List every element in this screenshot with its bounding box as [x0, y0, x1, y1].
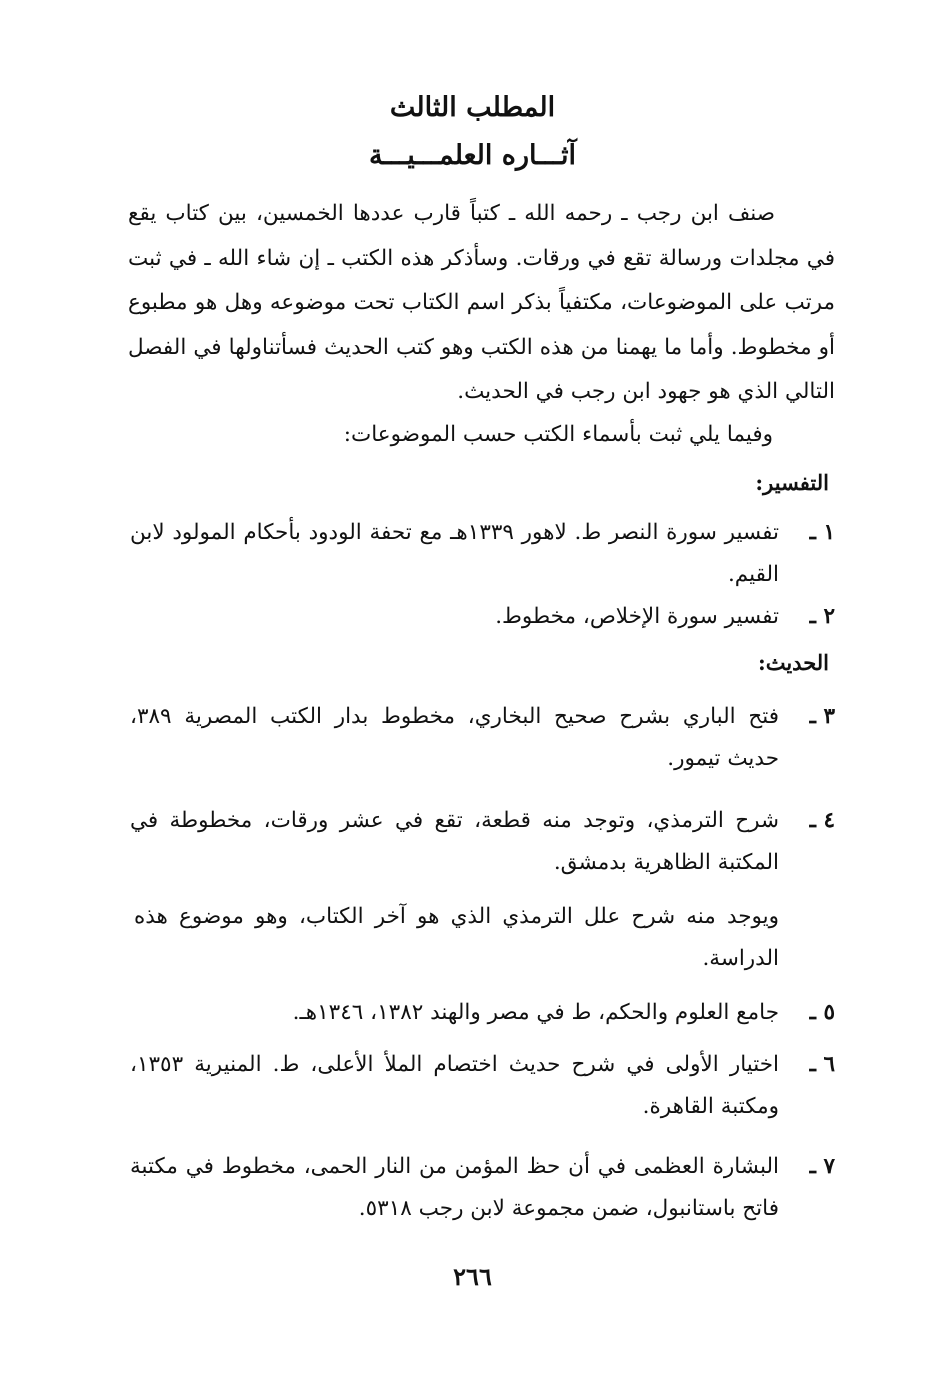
item-text: جامع العلوم والحكم، ط في مصر والهند ١٣٨٢، ١٣٤٦هـ. — [292, 1000, 779, 1025]
list-item — [130, 1044, 835, 1128]
section-subtitle: آثـــاره العلمـــيـــة — [369, 140, 576, 171]
item-text: البشارة العظمى في أن حظ المؤمن من النار الحمى، مخطوط في مكتبة فاتح باستانبول، ضمن مجموعة لابن رجب ٥٣١٨. — [130, 1154, 779, 1221]
section-label-tafsir: التفسير: — [755, 470, 829, 495]
intro-paragraph: صنف ابن رجب ـ رحمه الله ـ كتباً قارب عددها الخمسين، بين كتاب يقع في مجلدات ورسالة تقع في ورقات. وسأذكر هذه الكتب ـ إن شاء الله ـ في ثبت مرتب على الموضوعات، مكتفياً بذكر اسم الكتاب تحت موضوعه وهل هو مطبوع أو مخطوط. وأما ما يهمنا من هذه الكتب وهو كتب الحديث فسأتناولها في الفصل التالي الذي هو جهود ابن رجب في الحديث. — [128, 201, 835, 404]
item-number: ٤ ـ — [809, 808, 835, 833]
section-title: المطلب الثالث — [389, 92, 556, 123]
item-number: ٥ ـ — [809, 1000, 835, 1025]
item-text: فتح الباري بشرح صحيح البخاري، مخطوط بدار الكتب المصرية ٣٨٩، حديث تيمور. — [130, 704, 779, 771]
section-label-hadith: الحديث: — [757, 650, 829, 675]
list-item — [130, 800, 835, 884]
item-text: شرح الترمذي، وتوجد منه قطعة، تقع في عشر ورقات، مخطوطة في المكتبة الظاهرية بدمشق. — [130, 808, 779, 875]
intro-lead: وفيما يلي ثبت بأسماء الكتب حسب الموضوعات: — [343, 422, 773, 447]
item-number: ٧ ـ — [809, 1154, 835, 1179]
item-note: ويوجد منه شرح علل الترمذي الذي هو آخر الكتاب، وهو موضوع هذه الدراسة. — [134, 904, 779, 971]
item-text: اختيار الأولى في شرح حديث اختصام الملأ الأعلى، ط. المنيرية ١٣٥٣، ومكتبة القاهرة. — [130, 1052, 779, 1119]
list-item — [130, 696, 835, 780]
item-text: تفسير سورة النصر ط. لاهور ١٣٣٩هـ مع تحفة الودود بأحكام المولود لابن القيم. — [130, 520, 780, 587]
list-item — [130, 1146, 835, 1230]
item-number: ٦ ـ — [809, 1052, 835, 1077]
list-item — [130, 512, 835, 596]
list-item — [130, 596, 835, 638]
item-number: ٣ ـ — [809, 704, 835, 729]
item-number: ١ ـ — [809, 520, 835, 545]
item-number: ٢ ـ — [809, 604, 835, 629]
page-number: ٢٦٦ — [453, 1262, 492, 1291]
item-text: تفسير سورة الإخلاص، مخطوط. — [495, 604, 779, 629]
list-item — [130, 992, 835, 1034]
